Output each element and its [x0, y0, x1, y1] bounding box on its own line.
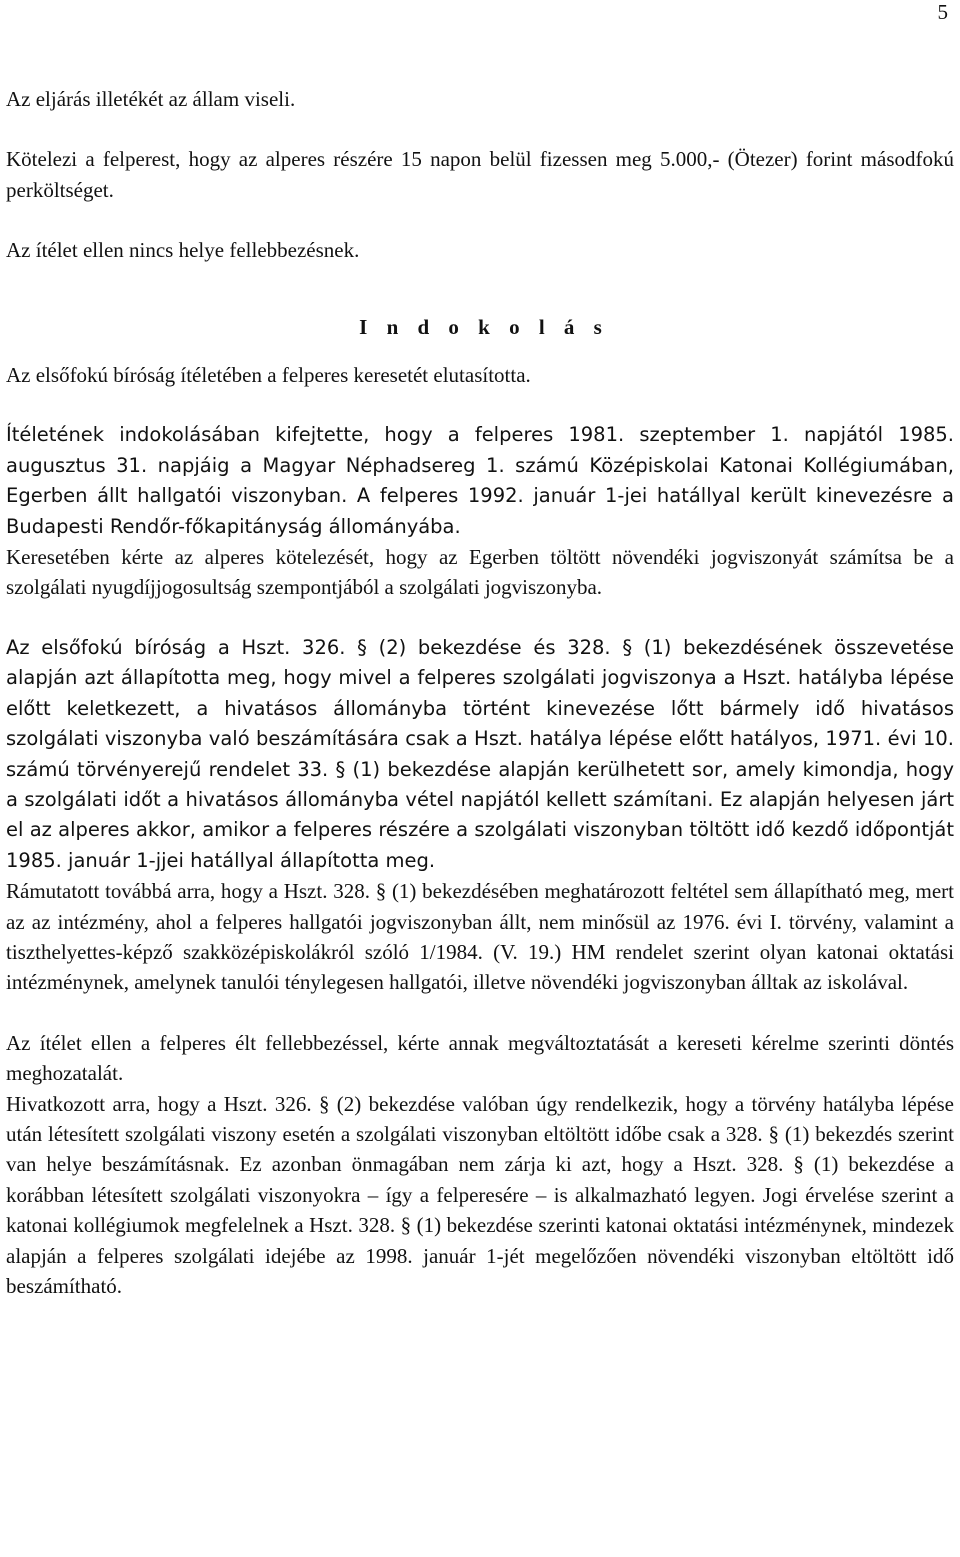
paragraph-reference: Hivatkozott arra, hogy a Hszt. 326. § (2) bekezdése valóban úgy rendelkezik, hogy a törvény hatályba lépése után létesített szolgálati viszony esetén a szolgálati viszonyban eltöltött időbe csak a 328. § (1) bekezdés szerint van helye beszámításnak. Ez azonban önmagában nem zárja ki azt, hogy a Hszt. 328. § (1) bekezdése a korábban létesített szolgálati viszonyokra – így a felperesére – is alkalmazható legyen. Jogi érvelése szerint a katonai kollégiumok megfelelnek a Hszt. 328. § (1) bekezdése szerinti katonai oktatási intézménynek, mindezek alapján a felperes szolgálati idejébe az 1998. január 1-jét megelőzően növendéki viszonyban eltöltött idő beszámítható. [6, 1091, 954, 1298]
paragraph-court-finding: Az elsőfokú bíróság a Hszt. 326. § (2) bekezdése és 328. § (1) bekezdésének összevetése alapján azt állapította meg, hogy mivel a felperes szolgálati jogviszonya a Hszt. hatályba lépése előtt keletkezett, a hivatásos állományba történt kinevezése lőtt bármely idő hivatásos szolgálati viszonyba való beszámítására csak a Hszt. hatálya lépése előtt hatályos, 1971. évi 10. számú törvényerejű rendelet 33. § (1) bekezdése alapján kerülhetett sor, amely kimondja, hogy a szolgálati időt a hivatásos állományba vétel napjától kellett számítani. Ez alapján helyesen járt el az alperes akkor, amikor a felperes részére a szolgálati viszonyban töltött idő kezdő időpontját 1985. január 1-jjei hatállyal állapította meg. [6, 635, 954, 872]
paragraph-further: Rámutatott továbbá arra, hogy a Hszt. 328. § (1) bekezdésében meghatározott feltétel sem állapítható meg, mert az az intézmény, ahol a felperes hallgatói jogviszonyban állt, nem minősül az 1976. évi I. törvény, valamint a tiszthelyettes-képző szakközépiskolákról szóló 1/1984. (V. 19.) HM rendelet szerint olyan katonai oktatási intézménynek, amelynek tanulói ténylegesen hallgatói, illetve növendéki jogviszonyban álltak az iskolával. [6, 879, 954, 995]
document-body [6, 84, 954, 1301]
paragraph-reasoning: Ítéletének indokolásában kifejtette, hogy a felperes 1981. szeptember 1. napjától 1985. augusztus 31. napjáig a Magyar Néphadsereg 1. számú Középiskolai Katonai Kollégiumában, Egerben állt hallgatói viszonyban. A felperes 1992. január 1-jei hatállyal került kinevezésre a Budapesti Rendőr-főkapitányság állományába. [6, 423, 954, 538]
paragraph-first-instance: Az elsőfokú bíróság ítéletében a felperes keresetét elutasította. [6, 363, 531, 388]
paragraph-appeal: Az ítélet ellen a felperes élt fellebbezéssel, kérte annak megváltoztatását a kereseti kérelme szerinti döntés meghozatalát. [6, 1030, 954, 1086]
paragraph-claim: Keresetében kérte az alperes kötelezését, hogy az Egerben töltött növendéki jogviszonyát számítsa be a szolgálati nyugdíjjogosultság szempontjából a szolgálati jogviszonyba. [6, 545, 954, 600]
paragraph-costs: Az eljárás illetékét az állam viseli. [6, 87, 296, 111]
section-heading: I n d o k o l á s [359, 314, 609, 339]
paragraph-no-appeal: Az ítélet ellen nincs helye fellebbezésnek. [6, 238, 360, 263]
page-number: 5 [937, 0, 948, 24]
paragraph-obligation: Kötelezi a felperest, hogy az alperes részére 15 napon belül fizessen meg 5.000,- (Ötezer) forint másodfokú perköltséget. [6, 147, 954, 202]
